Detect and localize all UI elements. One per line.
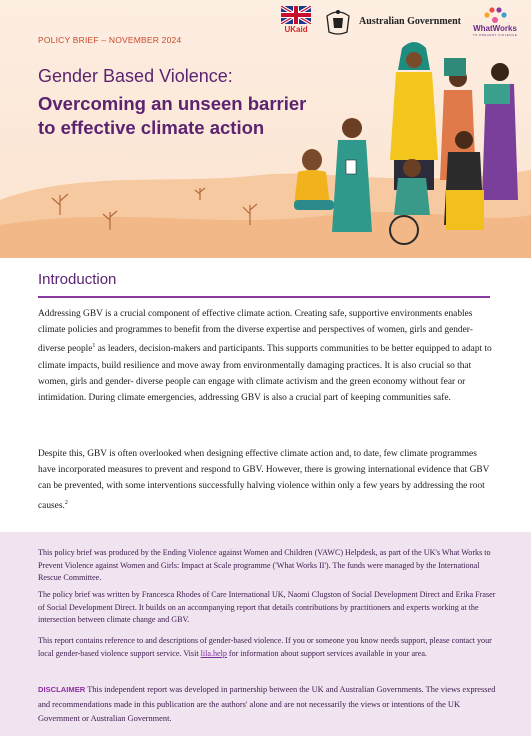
footnote-ref-2: 2 — [64, 499, 68, 506]
intro-p1-text-b: as leaders, decision-makers and participants. This supports communities to be better equipped to adapt to climate impacts, build resilience and move away from environmentally damaging practices. It is also crucial so that women, girls and gender- diverse people can engage with climate activism and the green economy without fear or intimidation. During climate emergencies, addressing GBV is also a crucial part of keeping communities safe. — [38, 344, 492, 404]
ukaid-logo — [279, 6, 313, 34]
whatworks-text: WhatWorks — [473, 24, 517, 33]
intro-paragraph-1 — [38, 306, 496, 406]
info-box-authors-note: The policy brief was written by Francesca Rhodes of Care International UK, Naomi Clugston of Social Development Direct and Erika Fraser of Social Development Direct. It builds on an accompanying report that details contributions by practitioners and experts working at the intersection between climate change and GBV. — [38, 590, 496, 625]
person-right-figure — [482, 63, 518, 200]
footnote-ref-1: 1 — [92, 343, 96, 350]
info-box-support-note — [38, 635, 500, 660]
whatworks-burst-icon — [481, 6, 509, 24]
partner-logos — [279, 6, 521, 37]
disclaimer-text: This independent report was developed in partnership between the UK and Australian Governments. The views expressed and recommendations made in this publication are the authors' alone and are not necessarily the views or intentions of the UK Government or Australian Government. — [38, 685, 496, 723]
section-divider — [38, 296, 490, 298]
uk-flag-icon — [281, 6, 311, 24]
disclaimer-label: DISCLAIMER — [38, 685, 86, 694]
hero-banner — [0, 0, 531, 258]
support-text-b: for information about support services available in your area. — [226, 648, 427, 658]
disclaimer — [38, 683, 500, 727]
australian-government-logo — [321, 6, 461, 36]
support-text-a: This report contains reference to and descriptions of gender-based violence. If you or someone you know needs support, please contact your local gender-based violence support service. Visit — [38, 636, 492, 658]
info-box-production-note: This policy brief was produced by the Ending Violence against Women and Children (VAWC) Helpdesk, as part of the UK's What Works to Prevent Violence against Women and Girls: Impact at Scale programme ('What Works II'). The funds were managed by the International Rescue Committee. — [38, 548, 491, 583]
policy-brief-date: POLICY BRIEF – NOVEMBER 2024 — [38, 35, 182, 45]
coat-of-arms-icon — [321, 6, 355, 36]
whatworks-logo — [469, 6, 521, 37]
intro-paragraph-2 — [38, 446, 496, 514]
introduction-heading: Introduction — [38, 271, 117, 288]
whatworks-subtext: TO PREVENT VIOLENCE — [472, 33, 518, 37]
lila-help-link[interactable]: lila.help — [200, 648, 227, 658]
page-title-line1: Gender Based Violence: — [38, 66, 233, 86]
intro-p1-text-a: Addressing GBV is a crucial component of effective climate action. Creating safe, supportive environments enables climate policies and programmes to benefit from the diverse expertise and perspectives of women, girls and gender-diverse people — [38, 309, 473, 355]
protest-sign — [444, 58, 466, 76]
page-title-line2: Overcoming an unseen barrier to effective climate action — [38, 93, 307, 138]
intro-p2-text: Despite this, GBV is often overlooked when designing effective climate action and, to date, few climate programmes have incorporated measures to prevent and respond to GBV. However, there is growing international evidence that GBV can be prevented, with some interventions successfully halving violence within only a few years by addressing the root causes. — [38, 449, 490, 511]
protest-sign — [484, 84, 510, 104]
ukaid-text: UKaid — [284, 25, 308, 34]
person-standing-figure — [332, 118, 372, 232]
australian-government-text: Australian Government — [359, 15, 461, 27]
